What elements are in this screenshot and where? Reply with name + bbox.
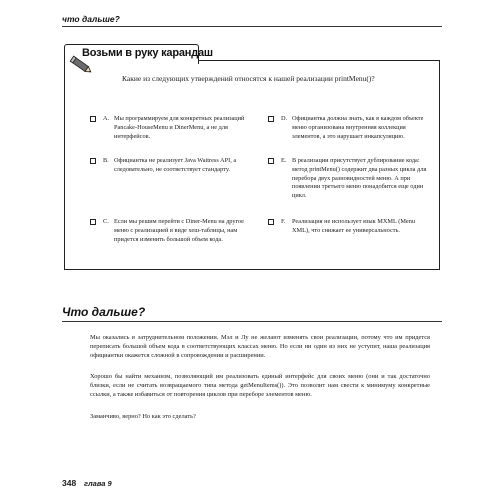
option-text: Мы программируем для конкретных реализаций Pancake-HouseMenu и DinerMenu, а не для интерфейсов. [114, 115, 245, 140]
body-paragraph: Мы оказались в затруднительном положении. Мэл и Лу не желают изменять свои реализации, потому что им придется переписать большой объем кода в соответствующих классах меню. Но если ни один из них не уступит, наша реализация официантки окажется сложной в сопровождении и расширении. [90, 334, 430, 359]
exercise-question: Какие из следующих утверждений относятся к нашей реализации printMenu()? [122, 74, 375, 83]
chapter-label: глава 9 [84, 479, 112, 488]
checkbox-icon[interactable] [90, 158, 96, 164]
option-text: Если мы решим перейти с Diner-Menu на другое меню с реализацией в виде хеш-таблицы, нам придется изменить большой объем кода. [114, 218, 244, 243]
option-letter: D. [281, 115, 288, 122]
option-text: Реализация не использует язык MXML (Menu XML), что снижает ее универсальность. [292, 218, 416, 234]
option-letter: A. [103, 115, 110, 122]
body-paragraph: Заманчиво, верно? Но как это сделать? [90, 413, 196, 420]
option-letter: E. [281, 157, 287, 164]
checkbox-icon[interactable] [90, 116, 96, 122]
option-letter: C. [103, 218, 109, 225]
body-paragraph: Хорошо бы найти механизм, позволяющий им реализовать единый интерфейс для своих меню (они и так достаточно близки, если не считать возвращаемого типа метода getMenuItems()). Это позволит нам свести к минимуму конкретные ссылки, а также избавиться от повторения циклов при переборе элементов меню. [90, 373, 430, 398]
checkbox-icon[interactable] [268, 158, 274, 164]
exercise-title: Возьми в руку карандаш [82, 47, 213, 59]
checkbox-icon[interactable] [268, 219, 274, 225]
section-title: Что дальше? [62, 305, 146, 319]
option-letter: B. [103, 157, 109, 164]
option-text: Официантка должна знать, как в каждом объекте меню организована внутренняя коллекция элементов, а это нарушает инкапсуляцию. [292, 115, 424, 140]
option-letter: F. [281, 218, 286, 225]
checkbox-icon[interactable] [268, 116, 274, 122]
option-text: В реализации присутствует дублирование кода: метод printMenu() содержит два разных цикла для перебора двух разновидностей меню. А при появлении третьего меню понадобится еще один цикл. [292, 157, 427, 200]
running-header: что дальше? [62, 14, 120, 24]
checkbox-icon[interactable] [90, 219, 96, 225]
header-divider [62, 26, 442, 27]
option-text: Официантка не реализует Java Waitress API, а следовательно, не соответствует стандарту. [114, 157, 237, 173]
page-number: 348 [62, 478, 77, 488]
section-divider [62, 321, 442, 322]
